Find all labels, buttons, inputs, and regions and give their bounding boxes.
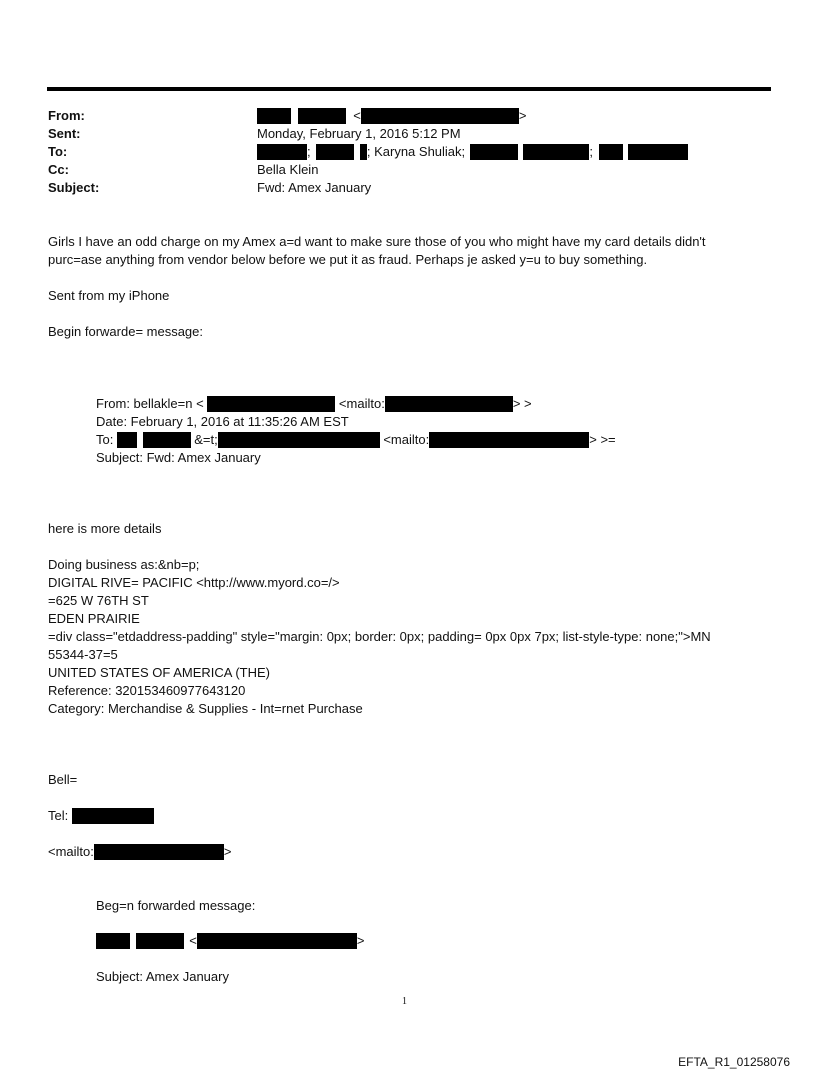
to-separator: ;	[589, 144, 594, 159]
fwd2-begin: Beg=n forwarded message:	[96, 898, 256, 913]
redaction-box	[599, 144, 623, 160]
redaction-box	[523, 144, 589, 160]
redaction-box	[470, 144, 518, 160]
signature-name: Bell=	[48, 772, 78, 787]
details-line: Doing business as:&nb=p;	[48, 557, 200, 572]
fwd1-to-line	[96, 432, 616, 448]
redaction-box	[429, 432, 589, 448]
details-line: UNITED STATES OF AMERICA (THE)	[48, 665, 270, 680]
from-label: From:	[48, 108, 85, 123]
fwd1-subject-line: Subject: Fwd: Amex January	[96, 450, 261, 465]
details-line: DIGITAL RIVE= PACIFIC <http://www.myord.co=/>	[48, 575, 340, 590]
fwd1-to-prefix: To:	[96, 432, 114, 447]
to-separator: ; Karyna Shuliak;	[366, 144, 466, 159]
signature-mailto	[48, 844, 231, 860]
cc-label: Cc:	[48, 162, 69, 177]
redaction-box	[628, 144, 688, 160]
fwd2-gt: >	[356, 933, 365, 948]
body-line: Girls I have an odd charge on my Amex a=d want to make sure those of you who might have my card details didn't	[48, 234, 706, 249]
subject-value: Fwd: Amex January	[257, 180, 372, 195]
mailto-prefix: <mailto:	[48, 844, 94, 859]
tel-label: Tel:	[48, 808, 69, 823]
begin-forwarded-line: Begin forwarde= message:	[48, 324, 204, 339]
redaction-box	[218, 432, 380, 448]
body-line: purc=ase anything from vendor below before we put it as fraud. Perhaps je asked y=u to buy something.	[48, 252, 648, 267]
signature-tel	[48, 808, 154, 824]
from-lt: <	[353, 108, 361, 123]
sent-label: Sent:	[48, 126, 81, 141]
cc-value: Bella Klein	[257, 162, 319, 177]
redaction-box	[197, 933, 357, 949]
to-value	[257, 144, 688, 160]
redaction-box	[143, 432, 191, 448]
details-line: Reference: 320153460977643120	[48, 683, 246, 698]
mailto-end: >	[223, 844, 232, 859]
redaction-box	[207, 396, 335, 412]
fwd1-from-end: > >	[512, 396, 532, 411]
redaction-box	[136, 933, 184, 949]
sent-value: Monday, February 1, 2016 5:12 PM	[257, 126, 461, 141]
redaction-box	[360, 144, 367, 160]
header-rule	[47, 87, 771, 91]
redaction-box	[361, 108, 519, 124]
redaction-box	[316, 144, 354, 160]
redaction-box	[385, 396, 513, 412]
subject-label: Subject:	[48, 180, 100, 195]
to-separator: ;	[307, 144, 311, 159]
details-line: =div class="etdaddress-padding" style="margin: 0px; border: 0px; padding= 0px 0px 7px; list-style-type: none;">MN	[48, 629, 711, 644]
details-intro: here is more details	[48, 521, 162, 536]
fwd1-to-mailto: <mailto:	[383, 432, 430, 447]
fwd2-subject-line: Subject: Amex January	[96, 969, 229, 984]
from-value	[257, 108, 526, 124]
fwd1-from-prefix: From: bellakle=n <	[96, 396, 204, 411]
details-line: Category: Merchandise & Supplies - Int=rnet Purchase	[48, 701, 363, 716]
to-label: To:	[48, 144, 68, 159]
sent-from-line: Sent from my iPhone	[48, 288, 170, 303]
fwd1-to-amp: &=t;	[194, 432, 218, 447]
redaction-box	[257, 144, 307, 160]
page-number: 1	[402, 996, 407, 1007]
details-line: =625 W 76TH ST	[48, 593, 149, 608]
fwd2-from-line	[96, 933, 364, 949]
details-line: 55344-37=5	[48, 647, 118, 662]
fwd1-from-line	[96, 396, 532, 412]
redaction-box	[298, 108, 346, 124]
redaction-box	[117, 432, 137, 448]
redaction-box	[72, 808, 154, 824]
fwd1-date-line: Date: February 1, 2016 at 11:35:26 AM EST	[96, 414, 349, 429]
details-line: EDEN PRAIRIE	[48, 611, 140, 626]
from-gt: >	[518, 108, 527, 123]
redaction-box	[257, 108, 291, 124]
document-id: EFTA_R1_01258076	[678, 1055, 790, 1069]
redaction-box	[94, 844, 224, 860]
fwd1-from-mailto: <mailto:	[338, 396, 385, 411]
fwd2-lt: <	[189, 933, 197, 948]
redaction-box	[96, 933, 130, 949]
fwd1-to-end: > >=	[589, 432, 616, 447]
